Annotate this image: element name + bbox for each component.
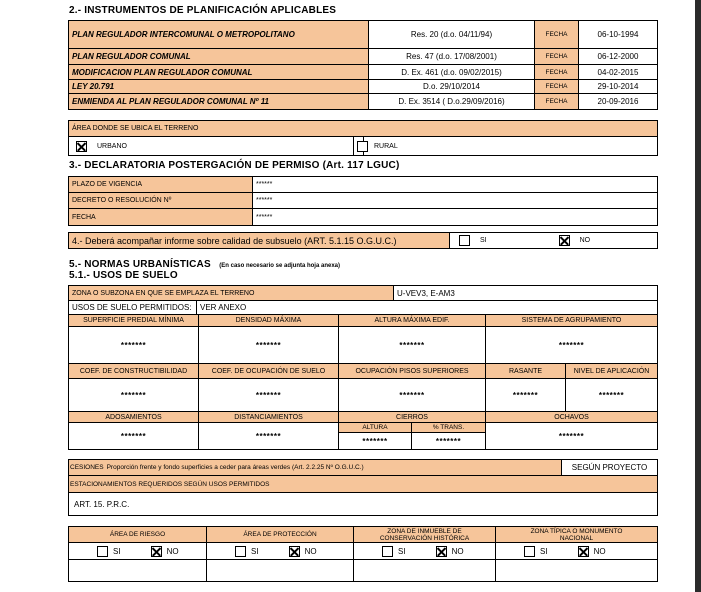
area-col-blank	[68, 559, 207, 582]
instrument-name: PLAN REGULADOR COMUNAL	[72, 52, 191, 61]
subsuelo-label-cell: 4.- Deberá acompañar informe sobre calidad de subsuelo (ART. 5.1.15 O.G.U.C.)	[68, 232, 450, 249]
area-col-label: ÁREA DE RIESGO	[109, 531, 166, 538]
densidad-header: DENSIDAD MÁXIMA	[198, 314, 339, 327]
instrument-date: 20-09-2016	[597, 97, 639, 106]
instrument-name-cell	[68, 20, 369, 49]
ocupacion-pisos-value: *******	[338, 378, 486, 412]
area-si-label: SI	[540, 546, 548, 556]
area-col-header	[68, 526, 207, 543]
instrument-ref-cell	[368, 64, 535, 80]
instrument-date-cell	[578, 93, 658, 110]
subsuelo-no-label: NO	[579, 237, 591, 244]
instrument-name-cell	[68, 64, 369, 80]
altura-value: *******	[338, 326, 486, 364]
area-col-blank	[206, 559, 354, 582]
instrument-name: LEY 20.791	[72, 82, 115, 91]
area-col-blank	[353, 559, 496, 582]
ocupacion-pisos-header: OCUPACIÓN PISOS SUPERIORES	[338, 363, 486, 379]
coef-ocupacion-value: *******	[198, 378, 339, 412]
densidad-value: *******	[198, 326, 339, 364]
area-col-label: ZONA DE INMUEBLE DE CONSERVACIÓN HISTÓRICA	[379, 527, 470, 542]
area-col-options	[495, 542, 658, 560]
fecha-label: FECHA	[545, 68, 568, 76]
altura-header: ALTURA MÁXIMA EDIF.	[338, 314, 486, 327]
area-no-label: NO	[166, 546, 179, 556]
instrument-name-cell	[68, 79, 369, 94]
area-no-label: NO	[304, 546, 317, 556]
cierros-altura-value: *******	[338, 432, 412, 450]
instrument-name: MODIFICACION PLAN REGULADOR COMUNAL	[72, 67, 253, 77]
cierros-trans-header: % TRANS.	[411, 422, 486, 433]
cesiones-label-cell: CESIONES Proporción frente y fondo superficies a ceder para áreas verdes (Art. 2.2.25 Nº O.G.U.C.)	[68, 459, 562, 476]
instrument-name-cell	[68, 93, 369, 110]
decreto-value-cell: ******	[252, 192, 658, 209]
instrument-ref: D.o. 29/10/2014	[423, 82, 480, 91]
area-col-label: ZONA TÍPICA O MONUMENTO NACIONAL	[530, 527, 623, 542]
area-col-header	[495, 526, 658, 543]
coef-construct-value: *******	[68, 378, 199, 412]
rasante-value: *******	[485, 378, 566, 412]
instrument-name: ENMIENDA AL PLAN REGULADOR COMUNAL Nº 11	[72, 97, 270, 106]
nivel-aplicacion-header: NIVEL DE APLICACIÓN	[565, 363, 658, 379]
instrument-date: 04-02-2015	[597, 67, 639, 77]
area-no-checkbox[interactable]	[151, 546, 162, 557]
instrument-date-cell	[578, 48, 658, 65]
area-si-checkbox[interactable]	[235, 546, 246, 557]
fecha-label-cell: FECHA	[68, 208, 253, 226]
subsuelo-si-label: SI	[480, 237, 487, 244]
ochavos-header: OCHAVOS	[485, 411, 658, 423]
subsuelo-si-checkbox[interactable]	[459, 235, 470, 246]
instrument-ref-cell	[368, 48, 535, 65]
adosamientos-value: *******	[68, 422, 199, 450]
instrument-ref: Res. 20 (d.o. 04/11/94)	[410, 30, 493, 39]
estacionamientos-value-cell: ART. 15. P.R.C.	[68, 492, 658, 516]
cierros-header: CIERROS	[338, 411, 486, 423]
area-col-options	[206, 542, 354, 560]
adosamientos-header: ADOSAMIENTOS	[68, 411, 199, 423]
area-no-label: NO	[593, 546, 606, 556]
area-si-label: SI	[251, 546, 259, 556]
fecha-label-cell	[534, 48, 579, 65]
distanciamientos-value: *******	[198, 422, 339, 450]
section-3-title: 3.- DECLARATORIA POSTERGACIÓN DE PERMISO (Art. 117 LGUC)	[69, 160, 400, 171]
rasante-header: RASANTE	[485, 363, 566, 379]
plazo-value-cell: ******	[252, 176, 658, 193]
instrument-date: 06-12-2000	[597, 52, 639, 61]
section-5-1-title: 5.1.- USOS DE SUELO	[69, 270, 178, 281]
area-si-label: SI	[398, 546, 406, 556]
instrument-ref-cell	[368, 93, 535, 110]
instrument-ref: D. Ex. 461 (d.o. 09/02/2015)	[401, 67, 502, 77]
section-5-note: (En caso necesario se adjunta hoja anexa)	[219, 263, 340, 269]
instrument-date-cell	[578, 64, 658, 80]
agrupamiento-value: *******	[485, 326, 658, 364]
decreto-label-cell: DECRETO O RESOLUCIÓN Nº	[68, 192, 253, 209]
fecha-label: FECHA	[545, 83, 568, 90]
urbano-label: URBANO	[97, 142, 127, 150]
nivel-aplicacion-value: *******	[565, 378, 658, 412]
agrupamiento-header: SISTEMA DE AGRUPAMIENTO	[485, 314, 658, 327]
area-urbano-cell[interactable]	[68, 136, 364, 156]
rural-label: RURAL	[374, 142, 398, 150]
fecha-value-cell: ******	[252, 208, 658, 226]
usos-value-cell: VER ANEXO	[196, 300, 658, 315]
area-no-checkbox[interactable]	[436, 546, 447, 557]
fecha-label: FECHA	[545, 31, 568, 38]
instrument-name-cell	[68, 48, 369, 65]
area-col-header	[353, 526, 496, 543]
section-2-title: 2.- INSTRUMENTOS DE PLANIFICACIÓN APLICABLES	[69, 5, 337, 16]
area-rural-cell[interactable]	[353, 136, 658, 156]
cierros-trans-value: *******	[411, 432, 486, 450]
subsuelo-options-cell	[449, 232, 658, 249]
urbano-checkbox[interactable]	[76, 141, 87, 152]
section-5-title: 5.- NORMAS URBANÍSTICAS	[69, 259, 211, 270]
area-no-checkbox[interactable]	[578, 546, 589, 557]
instrument-ref: Res. 47 (d.o. 17/08/2001)	[406, 52, 497, 61]
coef-construct-header: COEF. DE CONSTRUCTIBILIDAD	[68, 363, 199, 379]
plazo-label-cell: PLAZO DE VIGENCIA	[68, 176, 253, 193]
instrument-date: 06-10-1994	[597, 30, 639, 39]
superficie-value: *******	[68, 326, 199, 364]
coef-ocupacion-header: COEF. DE OCUPACIÓN DE SUELO	[198, 363, 339, 379]
instrument-ref: D. Ex. 3514 ( D.o.29/09/2016)	[398, 97, 505, 106]
area-label: ÁREA DONDE SE UBICA EL TERRENO	[68, 120, 658, 137]
area-col-header	[206, 526, 354, 543]
superficie-header: SUPERFICIE PREDIAL MÍNIMA	[68, 314, 199, 327]
ochavos-value: *******	[485, 422, 658, 450]
instrument-date-cell	[578, 20, 658, 49]
instrument-date-cell	[578, 79, 658, 94]
area-col-options	[353, 542, 496, 560]
instrument-date: 29-10-2014	[597, 82, 639, 91]
fecha-label-cell	[534, 64, 579, 80]
zona-label-cell: ZONA O SUBZONA EN QUE SE EMPLAZA EL TERRENO	[68, 285, 394, 301]
area-no-checkbox[interactable]	[289, 546, 300, 557]
instrument-name: PLAN REGULADOR INTERCOMUNAL O METROPOLITANO	[72, 30, 295, 39]
fecha-label-cell	[534, 79, 579, 94]
area-col-options	[68, 542, 207, 560]
fecha-label: FECHA	[545, 98, 568, 105]
cierros-altura-header: ALTURA	[338, 422, 412, 433]
rural-checkbox[interactable]	[357, 141, 368, 152]
estacionamientos-label-cell: ESTACIONAMIENTOS REQUERIDOS SEGÚN USOS PERMITIDOS	[68, 475, 658, 493]
area-si-label: SI	[113, 546, 121, 556]
cesiones-value-cell: SEGÚN PROYECTO	[561, 459, 658, 476]
fecha-label-cell	[534, 93, 579, 110]
fecha-label: FECHA	[545, 53, 568, 60]
fecha-label-cell	[534, 20, 579, 49]
area-si-checkbox[interactable]	[382, 546, 393, 557]
area-no-label: NO	[451, 546, 464, 556]
area-si-checkbox[interactable]	[524, 546, 535, 557]
area-col-label: ÁREA DE PROTECCIÓN	[243, 531, 317, 538]
area-si-checkbox[interactable]	[97, 546, 108, 557]
zona-value-cell: U-VEV3, E-AM3	[393, 285, 658, 301]
area-col-blank	[495, 559, 658, 582]
distanciamientos-header: DISTANCIAMIENTOS	[198, 411, 339, 423]
subsuelo-no-checkbox[interactable]	[559, 235, 570, 246]
usos-label-cell: USOS DE SUELO PERMITIDOS:	[68, 300, 197, 315]
instrument-ref-cell	[368, 20, 535, 49]
window-edge	[695, 0, 701, 592]
instrument-ref-cell	[368, 79, 535, 94]
